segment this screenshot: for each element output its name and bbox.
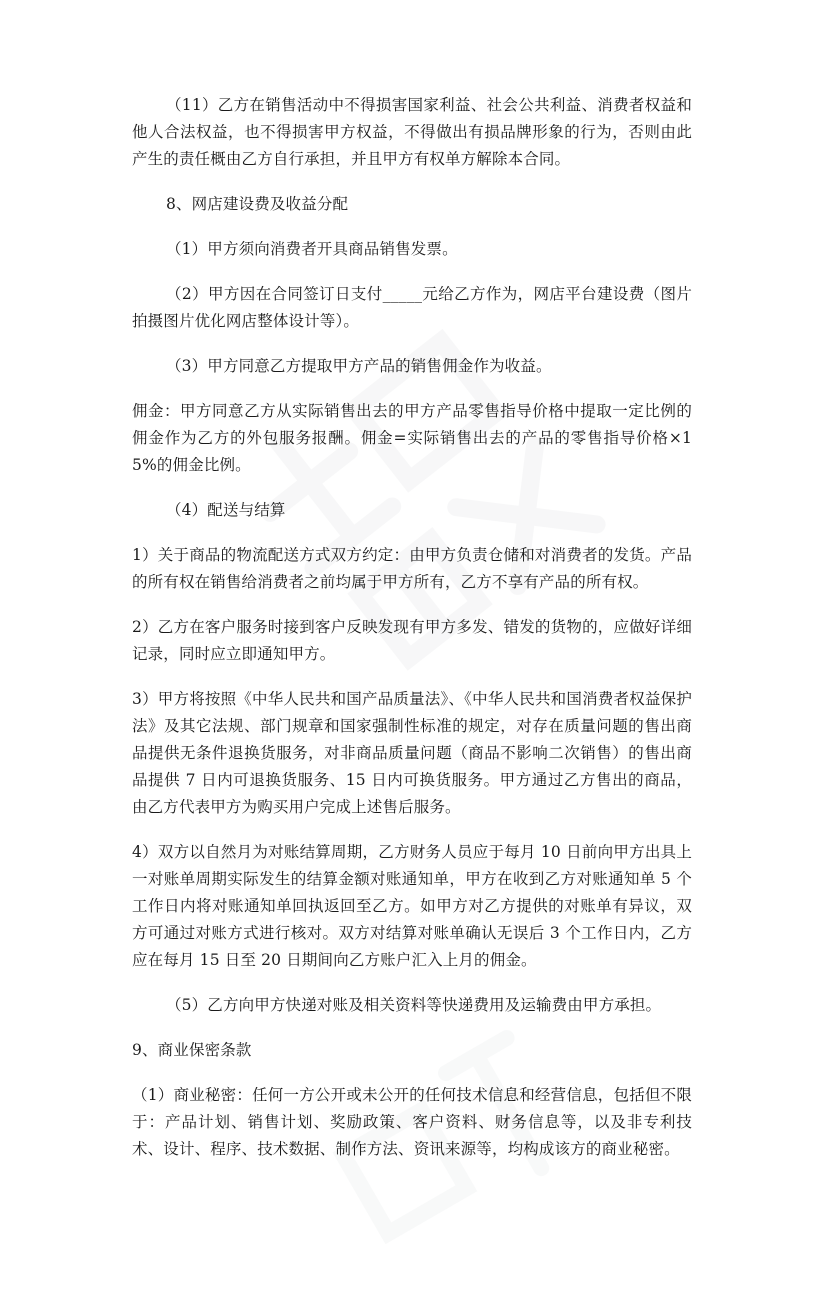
paragraph-8-3: （3）甲方同意乙方提取甲方产品的销售佣金作为收益。: [166, 357, 552, 375]
paragraph-8-1: （1）甲方须向消费者开具商品销售发票。: [166, 240, 458, 258]
subheading-8-4: （4）配送与结算: [166, 501, 286, 519]
section-heading-8: 8、网店建设费及收益分配: [166, 195, 349, 213]
paragraph-delivery-2: 2）乙方在客户服务时接到客户反映发现有甲方多发、错发的货物的，应做好详细记录，同时应立即通知甲方。: [132, 618, 692, 663]
paragraph-9-1: （1）商业秘密：任何一方公开或未公开的任何技术信息和经营信息，包括但不限于：产品计划、销售计划、奖励政策、客户资料、财务信息等，以及非专利技术、设计、程序、技术数据、制作方法、资讯来源等，均构成该方的商业秘密。: [132, 1086, 692, 1158]
paragraph-commission: 佣金：甲方同意乙方从实际销售出去的甲方产品零售指导价格中提取一定比例的佣金作为乙方的外包服务报酬。佣金=实际销售出去的产品的零售指导价格×15%的佣金比例。: [132, 402, 692, 474]
paragraph-delivery-3: 3）甲方将按照《中华人民共和国产品质量法》、《中华人民共和国消费者权益保护法》及其它法规、部门规章和国家强制性标准的规定，对存在质量问题的售出商品提供无条件退换货服务，对非商品质量问题（商品不影响二次销售）的售出商品提供 7 日内可退换货服务、15 日内可换货服务。甲方通过乙方售出的商品，由乙方代表甲方为购买用户完成上述售后服务。: [132, 690, 692, 816]
paragraph-clause-11: （11）乙方在销售活动中不得损害国家利益、社会公共利益、消费者权益和他人合法权益，也不得损害甲方权益，不得做出有损品牌形象的行为，否则由此产生的责任概由乙方自行承担，并且甲方有权单方解除本合同。: [132, 96, 692, 168]
paragraph-delivery-4: 4）双方以自然月为对账结算周期，乙方财务人员应于每月 10 日前向甲方出具上一对账单周期实际发生的结算金额对账通知单，甲方在收到乙方对账通知单 5 个工作日内将对账通知单回执返回至乙方。如甲方对乙方提供的对账单有异议，双方可通过对账方式进行核对。双方对结算对账单确认无误后 3 个工作日内，乙方应在每月 15 日至 20 日期间向乙方账户汇入上月的佣金。: [132, 843, 692, 969]
document-body: [132, 92, 692, 1163]
paragraph-8-2: （2）甲方因在合同签订日支付_____元给乙方作为，网店平台建设费（图片拍摄图片优化网店整体设计等）。: [132, 285, 692, 330]
section-heading-9: 9、商业保密条款: [132, 1041, 252, 1059]
paragraph-delivery-1: 1）关于商品的物流配送方式双方约定：由甲方负责仓储和对消费者的发货。产品的所有权在销售给消费者之前均属于甲方所有，乙方不享有产品的所有权。: [132, 546, 692, 591]
paragraph-8-5: （5）乙方向甲方快递对账及相关资料等快递费用及运输费由甲方承担。: [166, 996, 662, 1014]
